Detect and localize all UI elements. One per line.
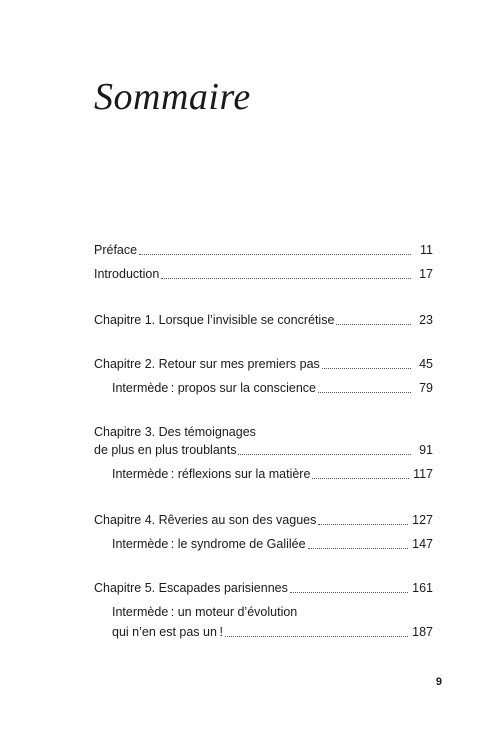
toc-page-number: 147 [412, 537, 433, 551]
toc-page-number: 127 [412, 513, 433, 527]
toc-entry-chapter-3[interactable] [94, 442, 433, 459]
toc-entry-label: Préface [94, 243, 138, 257]
toc-entry-label: qui n’en est pas un ! [112, 625, 223, 639]
toc-entry-label: Intermède : le syndrome de Galilée [112, 537, 306, 551]
page-title: Sommaire [94, 76, 251, 118]
toc-entry-chapter-3-label-line1: Chapitre 3. Des témoignages [94, 425, 256, 439]
toc-entry-label: Chapitre 2. Retour sur mes premiers pas [94, 357, 320, 371]
dot-leader [318, 392, 411, 393]
toc-entry-label: Chapitre 5. Escapades parisiennes [94, 581, 288, 595]
toc-page-number: 79 [419, 381, 433, 395]
toc-entry-label: Intermède : propos sur la conscience [112, 381, 316, 395]
toc-page-number: 187 [412, 625, 433, 639]
toc-page-number: 11 [420, 243, 433, 257]
toc-page-number: 117 [413, 467, 433, 481]
toc-entry-label: Chapitre 1. Lorsque l’invisible se concrétise [94, 313, 335, 327]
toc-entry-interlude-3[interactable] [112, 536, 433, 553]
toc-page-number: 23 [419, 313, 433, 327]
folio-page-number: 9 [435, 676, 442, 688]
toc-page-number: 45 [419, 357, 433, 371]
toc-entry-chapter-1[interactable] [94, 312, 433, 329]
toc-page-number: 161 [412, 581, 433, 595]
dot-leader [290, 592, 408, 593]
toc-page-number: 17 [419, 267, 433, 281]
toc-entry-label: Intermède : réflexions sur la matière [112, 467, 311, 481]
toc-entry-chapter-4[interactable] [94, 512, 433, 529]
toc-entry-chapter-5[interactable] [94, 580, 433, 597]
toc-entry-label: Chapitre 4. Rêveries au son des vagues [94, 513, 317, 527]
toc-page-number: 91 [419, 443, 433, 457]
toc-entry-interlude-4[interactable] [112, 624, 433, 641]
toc-entry-label: Introduction [94, 267, 160, 281]
toc-entry-chapter-2[interactable] [94, 356, 433, 373]
dot-leader [312, 478, 409, 479]
dot-leader [308, 548, 409, 549]
toc-entry-introduction[interactable] [94, 266, 433, 283]
dot-leader [225, 636, 408, 637]
dot-leader [139, 254, 411, 255]
dot-leader [161, 278, 411, 279]
dot-leader [318, 524, 408, 525]
toc-entry-preface[interactable] [94, 242, 433, 259]
dot-leader [322, 368, 411, 369]
toc-entry-label: de plus en plus troublants [94, 443, 237, 457]
dot-leader [336, 324, 411, 325]
toc-entry-interlude-1[interactable] [112, 380, 433, 397]
dot-leader [238, 454, 411, 455]
toc-entry-interlude-2[interactable] [112, 466, 433, 483]
toc-entry-interlude-4-label-line1: Intermède : un moteur d’évolution [112, 605, 298, 619]
